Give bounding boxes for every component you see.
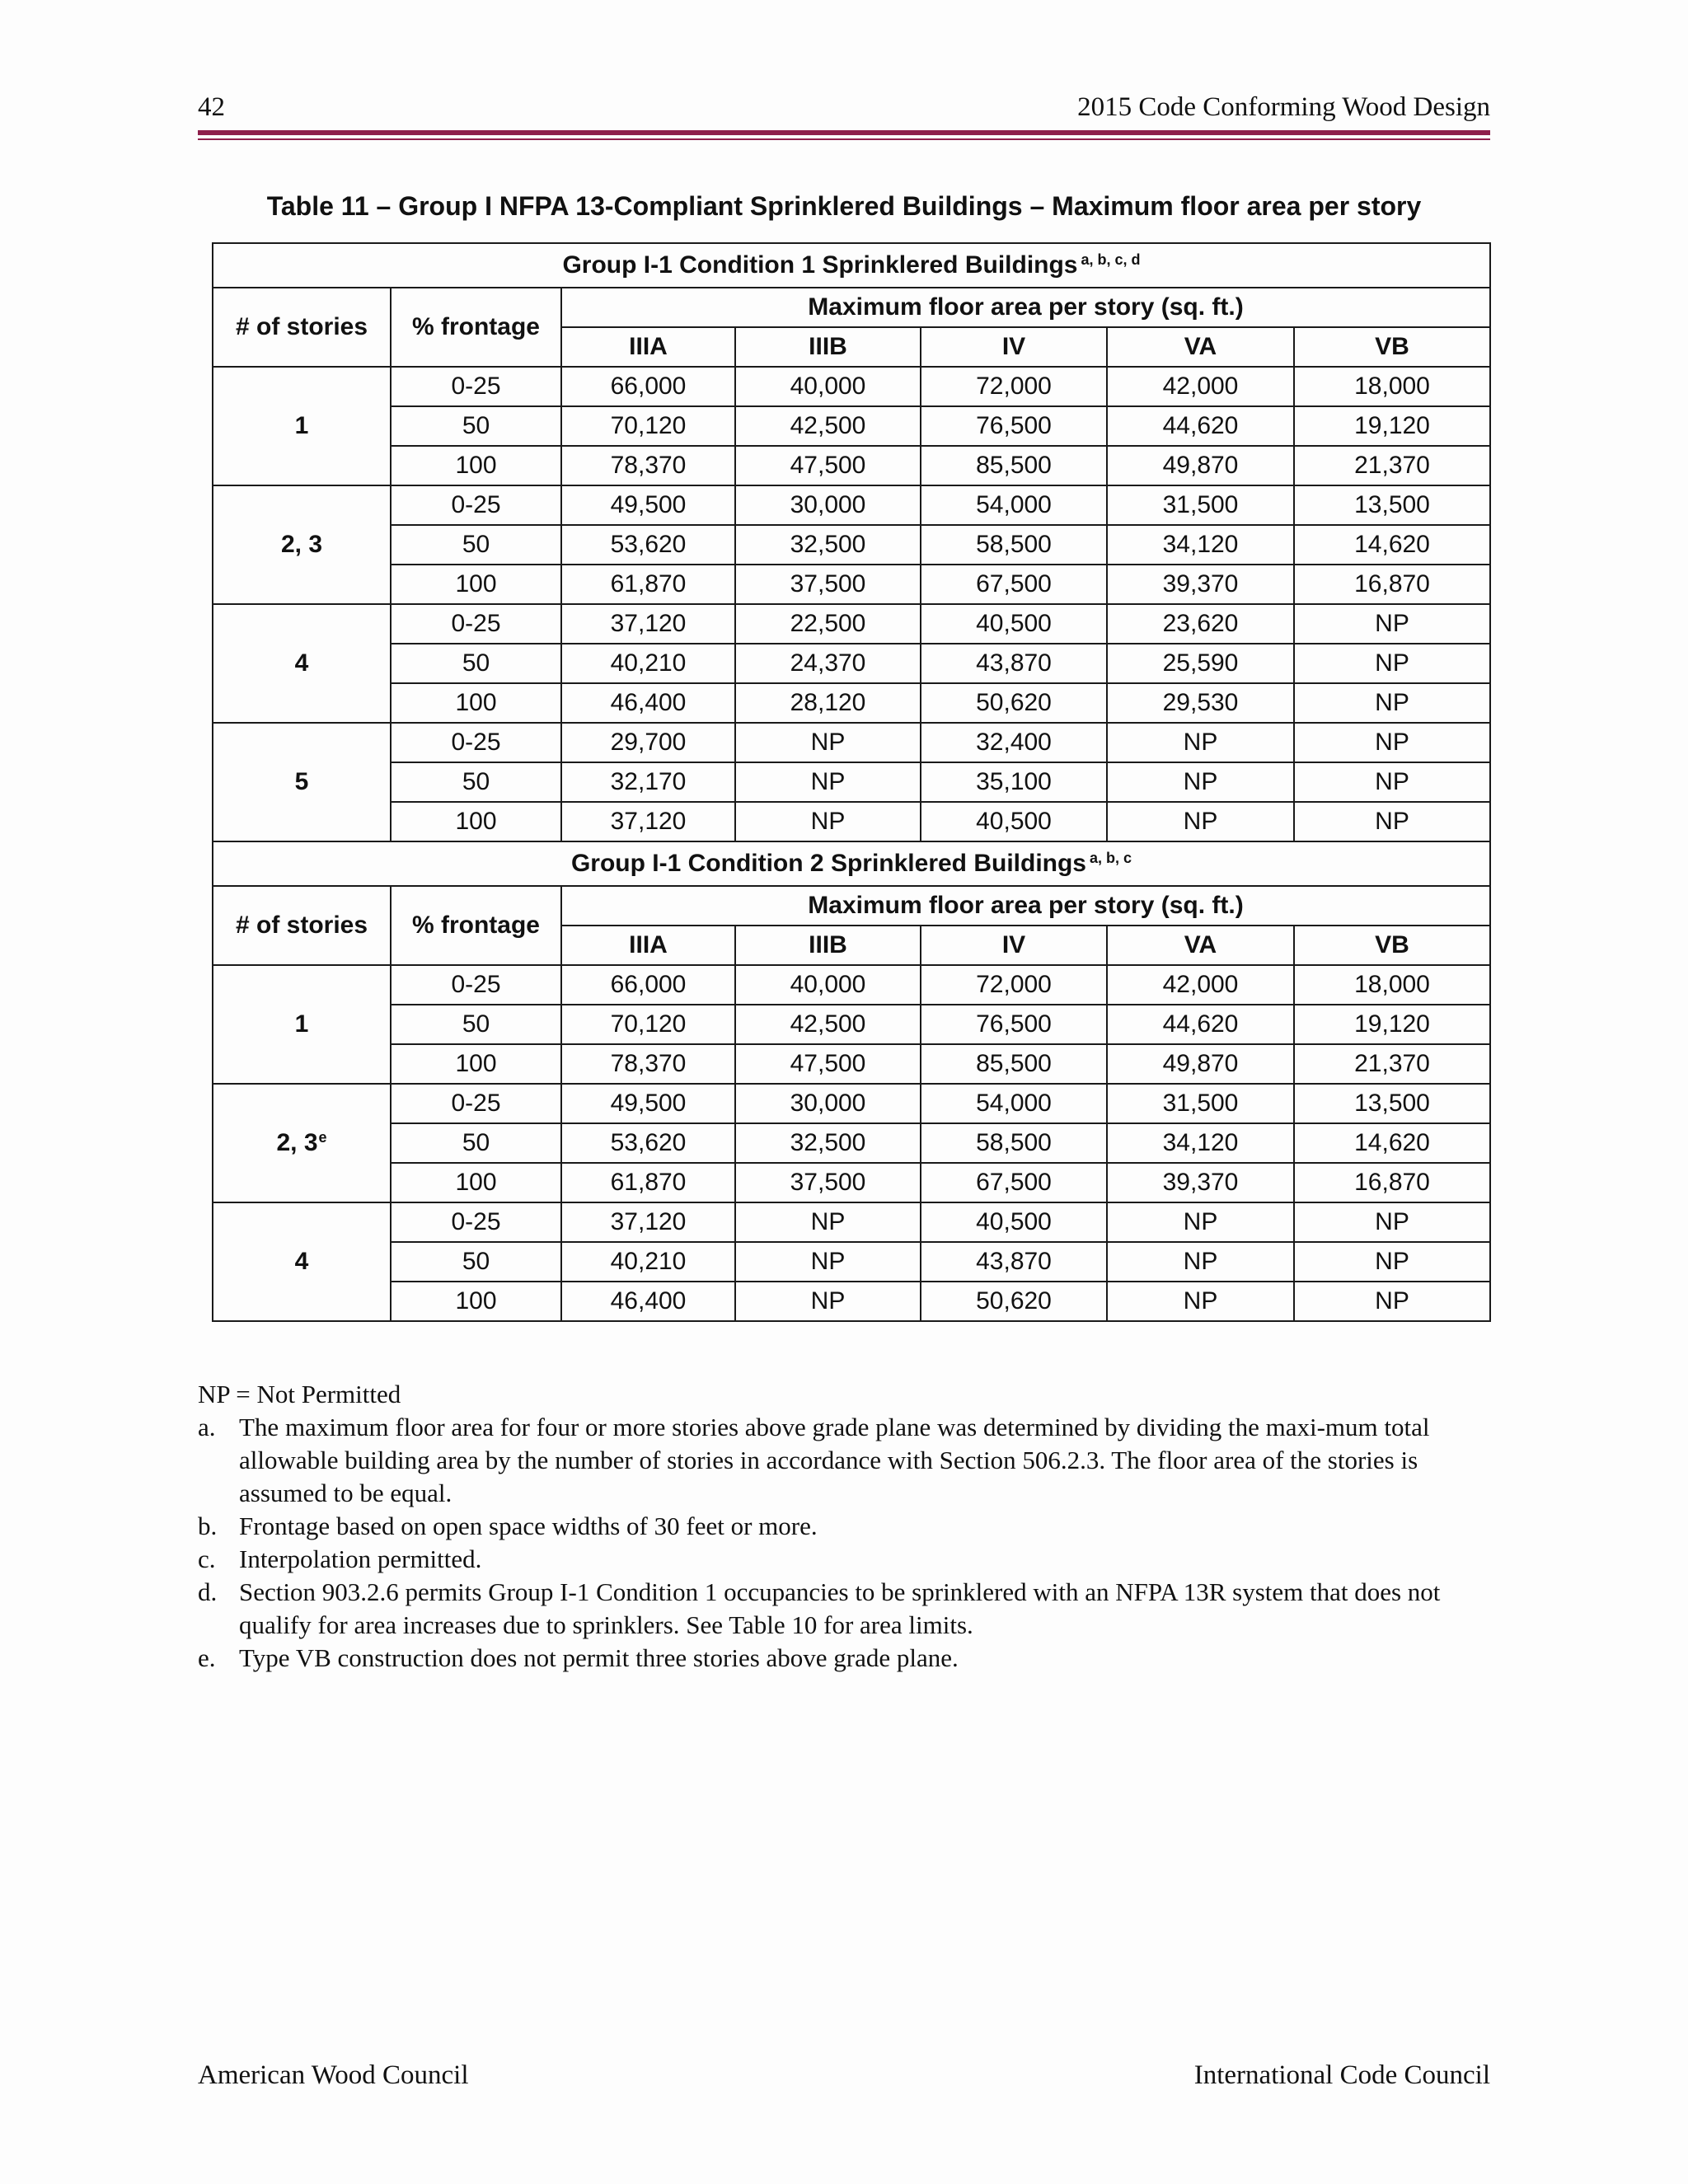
section-title-cell [213,841,1490,886]
section-title-cell [213,243,1490,288]
table-row [213,683,1490,723]
area-value-cell: NP [735,723,921,762]
area-value-cell: 44,620 [1107,1005,1294,1044]
table-row [213,1005,1490,1044]
table-row [213,1044,1490,1084]
construction-type-header: IIIB [735,327,921,367]
table-row [213,965,1490,1005]
stories-cell [213,367,391,485]
stories-value: 1 [294,412,309,439]
area-value-cell: NP [735,762,921,802]
section-banner-row [213,243,1490,288]
frontage-cell: 100 [391,1282,561,1321]
footer-publisher-left: American Wood Council [198,2060,469,2090]
construction-type-header: IIIA [561,926,735,965]
frontage-header: % frontage [391,288,561,367]
area-value-cell: 16,870 [1294,1163,1490,1202]
footnote-item [198,1642,1500,1675]
table-row [213,1242,1490,1282]
stories-cell [213,1084,391,1202]
construction-type-header: IIIA [561,327,735,367]
stories-cell [213,965,391,1084]
area-value-cell: 61,870 [561,1163,735,1202]
area-value-cell: NP [1294,802,1490,841]
frontage-cell: 0-25 [391,485,561,525]
table-row [213,406,1490,446]
area-value-cell: NP [1294,683,1490,723]
frontage-cell: 0-25 [391,1202,561,1242]
area-value-cell: NP [1294,762,1490,802]
area-value-cell: 28,120 [735,683,921,723]
area-value-cell: NP [1294,723,1490,762]
area-value-cell: 49,870 [1107,446,1294,485]
header-rule-thin [198,138,1490,140]
area-value-cell: 40,500 [921,802,1107,841]
area-value-cell: NP [1107,723,1294,762]
footnote-letter: b. [198,1511,218,1540]
footnote-letter: d. [198,1577,218,1606]
area-value-cell: 42,500 [735,406,921,446]
area-value-cell: 49,500 [561,485,735,525]
area-value-cell: 58,500 [921,525,1107,565]
stories-value: 5 [294,768,309,795]
area-value-cell: 40,500 [921,604,1107,644]
frontage-cell: 100 [391,683,561,723]
footnote-item [198,1510,1500,1543]
page-number: 42 [198,92,225,122]
footnote-letter: c. [198,1544,216,1573]
table-row [213,485,1490,525]
area-value-cell: NP [1107,802,1294,841]
area-value-cell: 32,500 [735,525,921,565]
area-value-cell: 32,400 [921,723,1107,762]
area-value-cell: 46,400 [561,1282,735,1321]
area-value-cell: 54,000 [921,1084,1107,1123]
area-value-cell: 37,120 [561,802,735,841]
area-value-cell: 21,370 [1294,1044,1490,1084]
table-row [213,1123,1490,1163]
table-title: Table 11 – Group I NFPA 13-Compliant Sprinklered Buildings – Maximum floor area per story [266,191,1422,221]
stories-footnote-ref: e [318,1129,327,1146]
area-value-cell: 78,370 [561,1044,735,1084]
area-value-cell: 34,120 [1107,525,1294,565]
area-value-cell: 42,000 [1107,367,1294,406]
frontage-cell: 0-25 [391,1084,561,1123]
section-title: Group I-1 Condition 2 Sprinklered Buildings [570,850,1086,877]
footer-publisher-right: International Code Council [1193,2060,1490,2090]
floor-area-table [212,242,1491,1322]
area-value-cell: 19,120 [1294,406,1490,446]
area-value-cell: 40,500 [921,1202,1107,1242]
table-row [213,644,1490,683]
area-value-cell: 85,500 [921,446,1107,485]
area-value-cell: 42,000 [1107,965,1294,1005]
area-value-cell: 40,210 [561,1242,735,1282]
area-value-cell: 39,370 [1107,565,1294,604]
construction-type-header: IV [921,926,1107,965]
frontage-cell: 50 [391,1005,561,1044]
section-title-footnote-refs: a, b, c, d [1081,251,1141,268]
area-value-cell: NP [1294,1282,1490,1321]
area-value-cell: 31,500 [1107,1084,1294,1123]
area-value-cell: 47,500 [735,1044,921,1084]
frontage-cell: 50 [391,1242,561,1282]
area-value-cell: 70,120 [561,406,735,446]
frontage-cell: 100 [391,446,561,485]
area-value-cell: 32,500 [735,1123,921,1163]
stories-value: 4 [294,649,309,677]
area-value-cell: 25,590 [1107,644,1294,683]
area-value-cell: NP [1107,1242,1294,1282]
area-value-cell: 13,500 [1294,485,1490,525]
table-row [213,565,1490,604]
area-value-cell: 31,500 [1107,485,1294,525]
stories-header: # of stories [213,886,391,965]
table-row [213,1282,1490,1321]
area-value-cell: 50,620 [921,1282,1107,1321]
frontage-cell: 100 [391,1163,561,1202]
area-value-cell: 72,000 [921,367,1107,406]
area-value-cell: 43,870 [921,644,1107,683]
area-value-cell: NP [735,1282,921,1321]
section-title: Group I-1 Condition 1 Sprinklered Buildings [562,251,1078,279]
stories-cell [213,604,391,723]
table-row [213,802,1490,841]
area-value-cell: 66,000 [561,965,735,1005]
table-row [213,762,1490,802]
area-value-cell: 24,370 [735,644,921,683]
area-value-cell: 39,370 [1107,1163,1294,1202]
footnote-item [198,1411,1500,1510]
area-value-cell: 49,870 [1107,1044,1294,1084]
stories-value: 2, 3 [280,531,323,558]
table-row [213,1084,1490,1123]
running-header-title: 2015 Code Conforming Wood Design [1077,92,1490,122]
frontage-cell: 0-25 [391,367,561,406]
table-row [213,1163,1490,1202]
area-value-cell: 67,500 [921,1163,1107,1202]
header-rule-thick [198,130,1490,135]
area-value-cell: 76,500 [921,406,1107,446]
construction-type-header: VA [1107,926,1294,965]
area-value-cell: 29,700 [561,723,735,762]
footnote-text: Interpolation permitted. [239,1544,482,1573]
construction-type-header: IV [921,327,1107,367]
area-value-cell: 23,620 [1107,604,1294,644]
frontage-cell: 50 [391,1123,561,1163]
footnote-item [198,1576,1500,1642]
table-row [213,1202,1490,1242]
area-value-cell: 14,620 [1294,1123,1490,1163]
footnote-text: Type VB construction does not permit three stories above grade plane. [239,1643,959,1672]
area-value-cell: 37,120 [561,1202,735,1242]
area-value-cell: 13,500 [1294,1084,1490,1123]
area-value-cell: 76,500 [921,1005,1107,1044]
area-value-cell: 53,620 [561,1123,735,1163]
area-value-cell: 61,870 [561,565,735,604]
stories-value: 4 [294,1248,309,1275]
area-value-cell: 43,870 [921,1242,1107,1282]
area-value-cell: 50,620 [921,683,1107,723]
area-value-cell: 49,500 [561,1084,735,1123]
frontage-cell: 0-25 [391,723,561,762]
section-title-footnote-refs: a, b, c [1090,850,1132,866]
area-value-cell: 30,000 [735,485,921,525]
footnote-letter: a. [198,1413,216,1441]
frontage-cell: 100 [391,565,561,604]
construction-type-header: VA [1107,327,1294,367]
area-value-cell: 53,620 [561,525,735,565]
area-value-cell: 66,000 [561,367,735,406]
frontage-cell: 0-25 [391,965,561,1005]
footnote-text: Frontage based on open space widths of 30 feet or more. [239,1511,818,1540]
area-value-cell: 40,000 [735,367,921,406]
area-value-cell: NP [1294,1242,1490,1282]
table-notes [198,1378,1500,1675]
column-header-row [213,886,1490,926]
max-area-header: Maximum floor area per story (sq. ft.) [561,288,1490,327]
column-header-row [213,288,1490,327]
area-value-cell: 47,500 [735,446,921,485]
stories-header: # of stories [213,288,391,367]
area-value-cell: 40,000 [735,965,921,1005]
frontage-cell: 100 [391,802,561,841]
area-value-cell: NP [1107,762,1294,802]
area-value-cell: 40,210 [561,644,735,683]
footnote-list [198,1411,1500,1675]
construction-type-header: VB [1294,327,1490,367]
footnote-text: The maximum floor area for four or more stories above grade plane was determined by dividing the maxi-mum total allowable building area by the number of stories in accordance with Section 506.2.3. The floor area of the stories is assumed to be equal. [239,1413,1430,1507]
frontage-cell: 50 [391,644,561,683]
area-value-cell: 32,170 [561,762,735,802]
stories-cell [213,723,391,841]
construction-type-header: IIIB [735,926,921,965]
stories-value: 1 [294,1010,309,1038]
stories-value: 2, 3 [276,1129,318,1156]
footnote-item [198,1543,1500,1576]
area-value-cell: 58,500 [921,1123,1107,1163]
area-value-cell: 46,400 [561,683,735,723]
area-value-cell: 29,530 [1107,683,1294,723]
area-value-cell: 72,000 [921,965,1107,1005]
frontage-cell: 50 [391,406,561,446]
np-legend: NP = Not Permitted [198,1380,401,1408]
table-row [213,604,1490,644]
stories-cell [213,485,391,604]
area-value-cell: 44,620 [1107,406,1294,446]
max-area-header: Maximum floor area per story (sq. ft.) [561,886,1490,926]
area-value-cell: 30,000 [735,1084,921,1123]
table-row [213,446,1490,485]
frontage-cell: 100 [391,1044,561,1084]
frontage-header: % frontage [391,886,561,965]
area-value-cell: 19,120 [1294,1005,1490,1044]
construction-type-header: VB [1294,926,1490,965]
area-value-cell: 37,120 [561,604,735,644]
area-value-cell: 70,120 [561,1005,735,1044]
area-value-cell: 42,500 [735,1005,921,1044]
area-value-cell: 18,000 [1294,965,1490,1005]
area-value-cell: NP [1294,1202,1490,1242]
area-value-cell: 54,000 [921,485,1107,525]
table-row [213,367,1490,406]
area-value-cell: NP [1294,644,1490,683]
section-banner-row [213,841,1490,886]
footnote-letter: e. [198,1643,216,1672]
stories-cell [213,1202,391,1321]
area-value-cell: 67,500 [921,565,1107,604]
area-value-cell: 22,500 [735,604,921,644]
area-value-cell: 16,870 [1294,565,1490,604]
area-value-cell: 85,500 [921,1044,1107,1084]
frontage-cell: 50 [391,762,561,802]
area-value-cell: 18,000 [1294,367,1490,406]
area-value-cell: 35,100 [921,762,1107,802]
frontage-cell: 0-25 [391,604,561,644]
table-row [213,525,1490,565]
table-row [213,723,1490,762]
area-value-cell: NP [1107,1282,1294,1321]
area-value-cell: 21,370 [1294,446,1490,485]
area-value-cell: 14,620 [1294,525,1490,565]
area-value-cell: 78,370 [561,446,735,485]
area-value-cell: 37,500 [735,565,921,604]
footnote-text: Section 903.2.6 permits Group I-1 Condition 1 occupancies to be sprinklered with an NFPA 13R system that does not qualify for area increases due to sprinklers. See Table 10 for area limits. [239,1577,1441,1639]
area-value-cell: NP [1294,604,1490,644]
area-value-cell: NP [735,1202,921,1242]
area-value-cell: NP [1107,1202,1294,1242]
area-value-cell: 37,500 [735,1163,921,1202]
frontage-cell: 50 [391,525,561,565]
area-value-cell: 34,120 [1107,1123,1294,1163]
area-value-cell: NP [735,1242,921,1282]
area-value-cell: NP [735,802,921,841]
